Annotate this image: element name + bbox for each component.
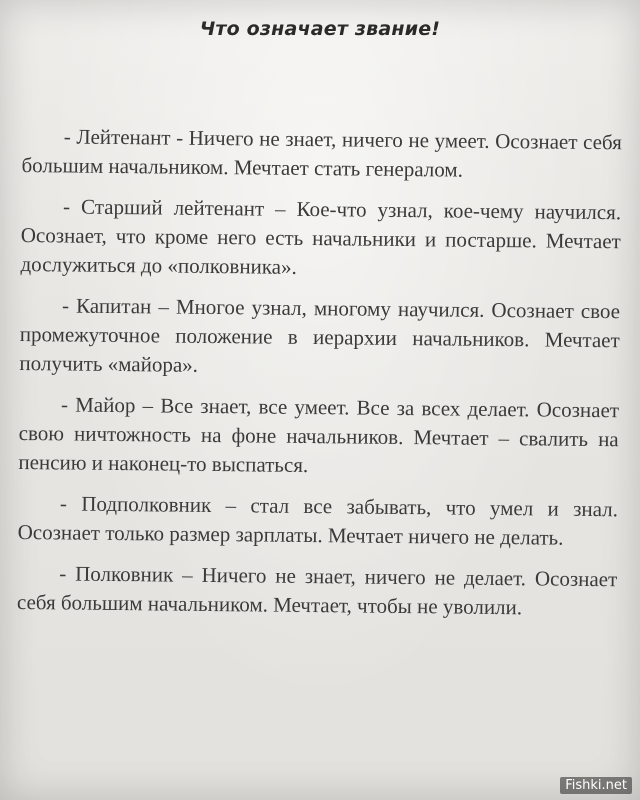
document-title: Что означает звание! [199,18,441,40]
paragraph-major: - Майор – Все знает, все умеет. Все за всех делает. Осознает свою ничтожность на фоне начальников. Мечтает – свалить на пенсию и наконец-то выспаться. [18,392,620,478]
document-body [17,122,622,623]
paragraph-senior-lieutenant: - Старший лейтенант – Кое-что узнал, кое-чему научился. Осознает, что кроме него есть начальники и постарше. Мечтает дослужиться до «полковника». [20,194,622,279]
paragraph-captain: - Капитан – Многое узнал, многому научился. Осознает свое промежуточное положение в иерархии начальников. Мечтает получить «майора». [19,293,621,377]
paragraph-colonel: - Полковник – Ничего не знает, ничего не делает. Осознает себя большим начальником. Мечтает, чтобы не уволили. [16,561,618,620]
paragraph-lieutenant: - Лейтенант - Ничего не знает, ничего не умеет. Осознает себя большим начальником. Мечтает стать генералом. [21,124,622,182]
paragraph-lieutenant-colonel: - Подполковник – стал все забывать, что умел и знал. Осознает только размер зарплаты. Мечтает ничего не делать. [17,491,619,550]
watermark: Fishki.net [560,777,632,794]
